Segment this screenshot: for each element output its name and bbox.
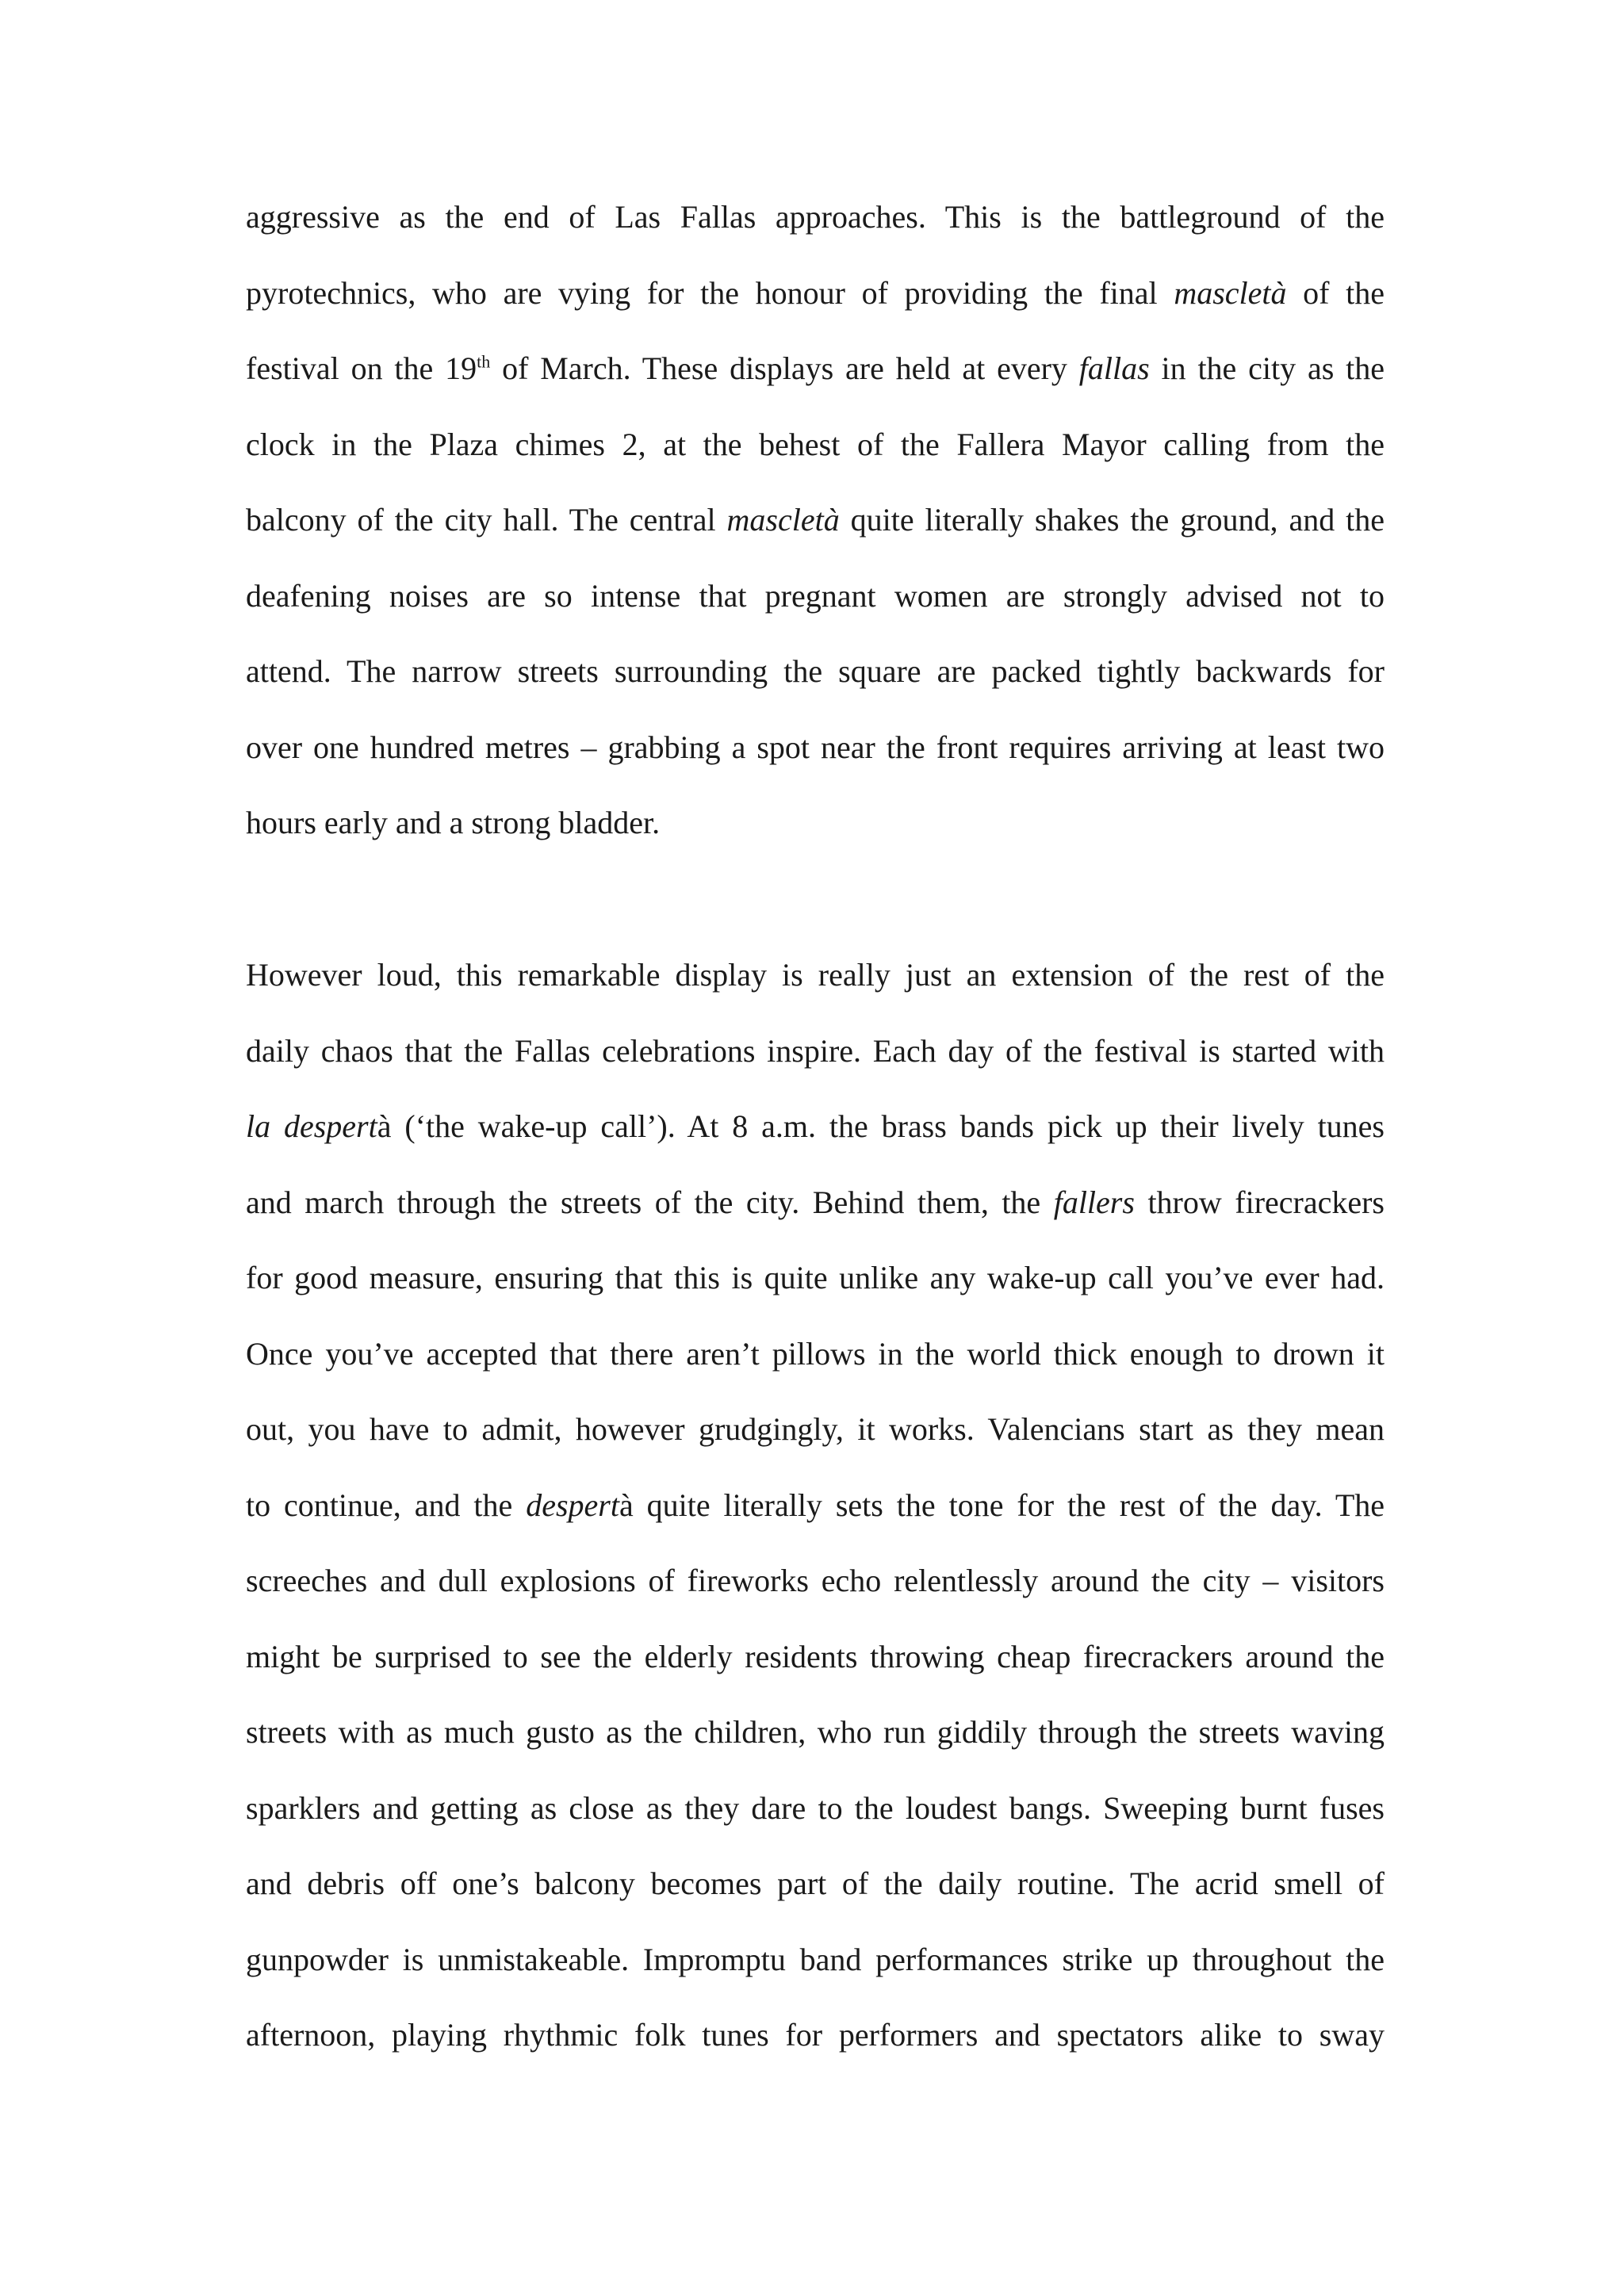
italic-term: mascletà	[726, 502, 840, 538]
italic-term: mascletà	[1174, 274, 1287, 311]
text-line	[246, 255, 1385, 331]
text-run: deafening noises are so intense that pregnant women are strongly advised not to	[246, 577, 1385, 614]
text-run: for good measure, ensuring that this is quite unlike any wake-up call you’ve ever had.	[246, 1260, 1385, 1295]
text-line	[246, 331, 1385, 407]
text-run: à (‘the wake-up call’). At 8 a.m. the brass bands pick up their lively tunes	[377, 1108, 1385, 1144]
text-line	[246, 1694, 1385, 1770]
text-run: in the city as the	[1149, 350, 1385, 386]
text-run: throw firecrackers	[1134, 1184, 1385, 1220]
text-run: balcony of the city hall. The central	[246, 502, 727, 538]
text-line	[246, 558, 1385, 634]
italic-term: fallers	[1053, 1184, 1135, 1220]
text-line	[246, 1391, 1385, 1468]
text-run: hours early and a strong bladder.	[246, 805, 661, 840]
text-run: and debris off one’s balcony becomes part of the daily routine. The acrid smell of	[246, 1866, 1385, 1901]
text-line	[246, 1770, 1385, 1846]
text-run: clock in the Plaza chimes 2, at the behest of the Fallera Mayor calling from the	[246, 426, 1385, 462]
text-line	[246, 407, 1385, 483]
italic-term: fallas	[1078, 350, 1150, 386]
italic-term: despert	[526, 1487, 619, 1523]
text-run: aggressive as the end of Las Fallas approaches. This is the battleground of the	[246, 199, 1385, 235]
text-run: However loud, this remarkable display is really just an extension of the rest of the	[246, 957, 1385, 993]
text-run: over one hundred metres – grabbing a spot near the front requires arriving at least two	[246, 729, 1385, 765]
text-run: festival on the 19	[246, 350, 477, 386]
italic-term: la despert	[246, 1108, 377, 1144]
text-run: afternoon, playing rhythmic folk tunes for performers and spectators alike to sway	[246, 2017, 1385, 2053]
text-run: streets with as much gusto as the children, who run giddily through the streets waving	[246, 1714, 1385, 1750]
text-line	[246, 1316, 1385, 1392]
text-line	[246, 1089, 1385, 1165]
text-line	[246, 1013, 1385, 1089]
superscript: th	[477, 351, 491, 372]
text-run: pyrotechnics, who are vying for the honour of providing the final	[246, 274, 1174, 311]
text-line	[246, 1240, 1385, 1316]
text-run: out, you have to admit, however grudgingly, it works. Valencians start as they mean	[246, 1411, 1385, 1447]
text-line	[246, 1543, 1385, 1619]
text-line	[246, 1846, 1385, 1922]
text-line	[246, 1922, 1385, 1998]
text-line	[246, 482, 1385, 558]
text-run: might be surprised to see the elderly residents throwing cheap firecrackers around the	[246, 1638, 1385, 1674]
text-run: Once you’ve accepted that there aren’t pillows in the world thick enough to drown it	[246, 1335, 1385, 1372]
text-line	[246, 1468, 1385, 1544]
text-run: daily chaos that the Fallas celebrations inspire. Each day of the festival is started with	[246, 1032, 1385, 1069]
text-line	[246, 937, 1385, 1013]
paragraph-1	[246, 179, 1385, 861]
paragraph-2	[246, 937, 1385, 2073]
text-run: sparklers and getting as close as they dare to the loudest bangs. Sweeping burnt fuses	[246, 1789, 1385, 1826]
text-line	[246, 710, 1385, 786]
text-run: quite literally shakes the ground, and the	[839, 502, 1385, 538]
text-run: gunpowder is unmistakeable. Impromptu band performances strike up throughout the	[246, 1941, 1385, 1977]
text-run: à quite literally sets the tone for the rest of the day. The	[619, 1487, 1385, 1523]
text-line	[246, 179, 1385, 255]
text-run: of March. These displays are held at every	[490, 350, 1079, 386]
text-line	[246, 1165, 1385, 1241]
text-run: of the	[1286, 274, 1385, 311]
text-run: and march through the streets of the city. Behind them, the	[246, 1184, 1054, 1220]
text-line	[246, 1619, 1385, 1695]
text-line	[246, 785, 1385, 861]
text-line	[246, 1997, 1385, 2073]
text-run: attend. The narrow streets surrounding the square are packed tightly backwards for	[246, 653, 1385, 689]
text-run: to continue, and the	[246, 1487, 527, 1523]
text-line	[246, 633, 1385, 710]
text-run: screeches and dull explosions of fireworks echo relentlessly around the city – visitors	[246, 1563, 1385, 1598]
